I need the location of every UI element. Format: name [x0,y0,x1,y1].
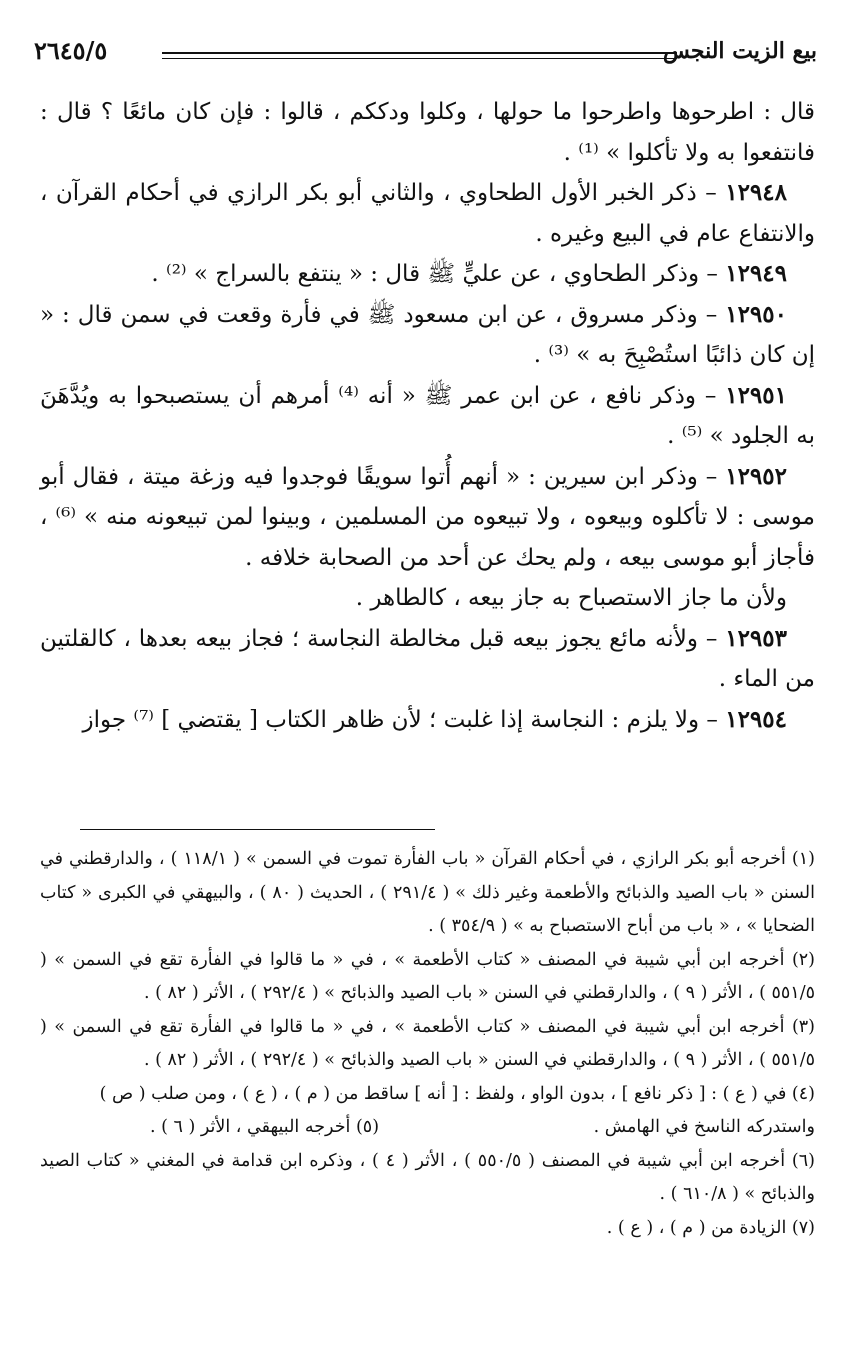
paragraph-text: – وذكر ابن سيرين : « أنهم أُتوا سويقًا فوجدوا فيه وزغة ميتة ، فقال أبو موسى : لا تأكلوه وبيعوه ، ولا تبيعوه من المسلمين ، وبينوا لمن تبيعونه منه » ⁽⁶⁾ ، فأجاز أبو موسى بيعه ، ولم يحك عن أحد من الصحابة خلافه . [40,463,815,571]
footnote-1: (١) أخرجه أبو بكر الرازي ، في أحكام القرآن « باب الفأرة تموت في السمن » ( ١١٨/١ ) ، والدارقطني في السنن « باب الصيد والذبائح والأطعمة وغير ذلك » ( ٢٩١/٤ ) ، الحديث ( ٨٠ ) ، والبيهقي في الكبرى « كتاب الضحايا » ، « باب من أباح الاستصباح به » ( ٣٥٤/٩ ) . [40,849,815,936]
footnote-6: (٦) أخرجه ابن أبي شيبة في المصنف ( ٥٥٠/٥ ) ، الأثر ( ٤ ) ، وذكره ابن قدامة في المغني « كتاب الصيد والذبائح » ( ٦١٠/٨ ) . [40,1150,815,1204]
paragraph-continuation: قال : اطرحوها واطرحوا ما حولها ، وكلوا ودككم ، قالوا : فإن كان مائعًا ؟ قال : فانتفعوا به ولا تأكلوا » ⁽¹⁾ . [40,99,815,166]
paragraph-text: – وذكر مسروق ، عن ابن مسعود ﷺ في فأرة وقعت في سمن قال : « إن كان ذائبًا استُصْبِحَ به » ⁽³⁾ . [40,301,815,368]
paragraph-number: ١٢٩٥٤ [725,705,787,733]
paragraph-12952 [40,457,815,579]
paragraph-number: ١٢٩٥١ [725,381,787,409]
paragraph-text: – ولأنه مائع يجوز بيعه قبل مخالطة النجاسة ؛ فجاز بيعه بعدها ، كالقلتين من الماء . [40,625,815,692]
paragraph-number: ١٢٩٤٨ [725,179,787,206]
paragraph-unnumbered: ولأن ما جاز الاستصباح به جاز بيعه ، كالطاهر . [355,585,787,611]
footnote-4-continuation: واستدركه الناسخ في الهامش . [593,1117,815,1137]
paragraph-12954 [40,700,815,741]
paragraph-number: ١٢٩٥٣ [725,624,787,652]
paragraph-12949 [40,254,815,295]
paragraph-12951 [40,376,815,457]
paragraph-number: ١٢٩٤٩ [725,260,787,287]
paragraph-text: – ذكر الخبر الأول الطحاوي ، والثاني أبو بكر الرازي في أحكام القرآن ، والانتفاع عام في البيع وغيره . [40,180,815,247]
footnote-row-4-5 [40,1111,815,1145]
running-title: بيع الزيت النجس [662,38,817,64]
footnote-4: (٤) في ( ع ) : [ ذكر نافع ] ، بدون الواو ، ولفظ : [ أنه ] ساقط من ( م ) ، ( ع ) ، ومن صلب ( ص ) [99,1083,815,1104]
paragraph-12950 [40,295,815,376]
footnotes [40,843,815,1245]
footnote-2: (٢) أخرجه ابن أبي شيبة في المصنف « كتاب الأطعمة » ، في « ما قالوا في الفأرة تقع في السمن » ( ٥٥١/٥ ) ، الأثر ( ٩ ) ، والدارقطني في السنن « باب الصيد والذبائح » ( ٢٩٢/٤ ) ، الأثر ( ٨٢ ) . [40,949,815,1003]
paragraph-text: – ولا يلزم : النجاسة إذا غلبت ؛ لأن ظاهر الكتاب [ يقتضي ] ⁽⁷⁾ جواز [82,706,726,733]
footnote-7: (٧) الزيادة من ( م ) ، ( ع ) . [606,1217,815,1238]
page-number: ٢٦٤٥/٥ [34,36,108,65]
paragraph-12948 [40,173,815,254]
page-header [34,34,817,78]
main-text [40,92,815,740]
paragraph-12953 [40,619,815,700]
paragraph-number: ١٢٩٥٢ [725,462,787,490]
footnote-3: (٣) أخرجه ابن أبي شيبة في المصنف « كتاب الأطعمة » ، في « ما قالوا في الفأرة تقع في السمن » ( ٥٥١/٥ ) ، الأثر ( ٩ ) ، والدارقطني في السنن « باب الصيد والذبائح » ( ٢٩٢/٤ ) ، الأثر ( ٨٢ ) . [40,1016,815,1070]
paragraph-number: ١٢٩٥٠ [725,300,787,328]
footnote-5: (٥) أخرجه البيهقي ، الأثر ( ٦ ) . [150,1117,380,1137]
paragraph-text: – وذكر نافع ، عن ابن عمر ﷺ « أنه ⁽⁴⁾ أمرهم أن يستصبحوا به ويُدَّهَنَ به الجلود » ⁽⁵⁾ . [40,382,815,449]
paragraph-text: – وذكر الطحاوي ، عن عليٍّ ﷺ قال : « ينتفع بالسراج » ⁽²⁾ . [151,261,726,287]
header-rule [162,52,677,59]
footnote-divider [80,829,435,830]
